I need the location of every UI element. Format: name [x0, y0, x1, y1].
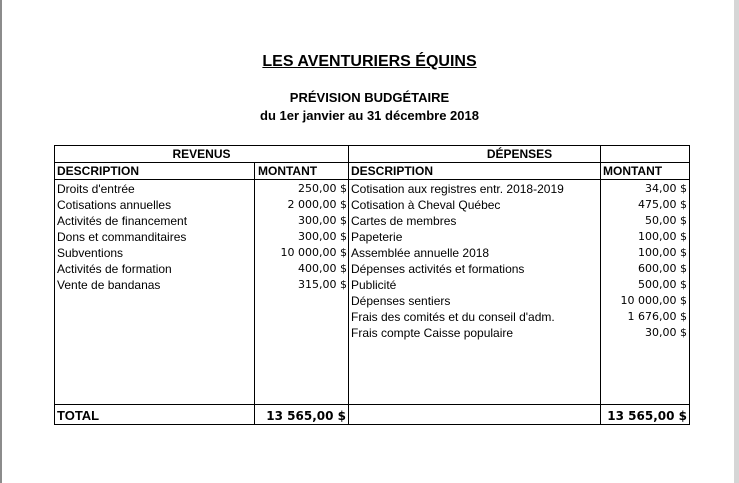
depenses-row-10-description: Frais compte Caisse populaire: [351, 326, 514, 340]
depenses-montant-header: MONTANT: [603, 164, 663, 178]
divider-revenus-montant: [254, 162, 255, 424]
revenus-section-title: REVENUS: [172, 147, 231, 161]
depenses-row-8-description: Dépenses sentiers: [351, 294, 451, 308]
revenus-row-3-montant: 300,00 $: [298, 214, 347, 227]
depenses-description-header: DESCRIPTION: [351, 164, 434, 178]
divider-revenus-depenses: [348, 146, 349, 424]
revenus-row-1-description: Droits d'entrée: [57, 182, 135, 196]
depenses-row-2-montant: 475,00 $: [638, 198, 687, 211]
total-label: TOTAL: [57, 408, 100, 423]
revenus-row-1-montant: 250,00 $: [298, 182, 347, 195]
revenus-row-3-description: Activités de financement: [57, 214, 188, 228]
depenses-row-1-description: Cotisation aux registres entr. 2018-2019: [351, 182, 564, 196]
depenses-row-1-montant: 34,00 $: [645, 182, 687, 195]
revenus-row-4-description: Dons et commanditaires: [57, 230, 187, 244]
depenses-row-10-montant: 30,00 $: [645, 326, 687, 339]
revenus-row-4-montant: 300,00 $: [298, 230, 347, 243]
revenus-row-6-montant: 400,00 $: [298, 262, 347, 275]
depenses-row-9-montant: 1 676,00 $: [627, 310, 687, 323]
depenses-row-8-montant: 10 000,00 $: [620, 294, 687, 307]
revenus-row-2-montant: 2 000,00 $: [287, 198, 347, 211]
depenses-row-5-description: Assemblée annuelle 2018: [351, 246, 490, 260]
revenus-row-6-description: Activités de formation: [57, 262, 172, 276]
revenus-description-header: DESCRIPTION: [57, 164, 140, 178]
depenses-row-6-description: Dépenses activités et formations: [351, 262, 525, 276]
depenses-row-5-montant: 100,00 $: [638, 246, 687, 259]
depenses-row-7-description: Publicité: [351, 278, 397, 292]
document-subtitle: PRÉVISION BUDGÉTAIRE: [289, 90, 450, 105]
divider-depenses-montant: [600, 146, 601, 424]
total-rule: [55, 404, 689, 405]
budget-table: [54, 145, 690, 425]
revenus-row-2-description: Cotisations annuelles: [57, 198, 172, 212]
revenus-row-5-montant: 10 000,00 $: [280, 246, 347, 259]
depenses-row-6-montant: 600,00 $: [638, 262, 687, 275]
revenus-montant-header: MONTANT: [258, 164, 318, 178]
revenus-total: 13 565,00 $: [266, 409, 346, 423]
column-header-rule: [55, 179, 689, 180]
depenses-row-4-montant: 100,00 $: [638, 230, 687, 243]
revenus-row-5-description: Subventions: [57, 246, 124, 260]
budget-period: du 1er janvier au 31 décembre 2018: [260, 108, 479, 123]
window-left-edge: [0, 0, 2, 483]
depenses-row-2-description: Cotisation à Cheval Québec: [351, 198, 501, 212]
document-title: LES AVENTURIERS ÉQUINS: [262, 53, 477, 70]
depenses-section-title: DÉPENSES: [486, 147, 553, 161]
depenses-row-9-description: Frais des comités et du conseil d'adm.: [351, 310, 555, 324]
revenus-row-7-montant: 315,00 $: [298, 278, 347, 291]
depenses-row-3-montant: 50,00 $: [645, 214, 687, 227]
depenses-row-3-description: Cartes de membres: [351, 214, 457, 228]
depenses-row-4-description: Papeterie: [351, 230, 403, 244]
window-right-edge: [734, 0, 739, 483]
revenus-row-7-description: Vente de bandanas: [57, 278, 161, 292]
depenses-row-7-montant: 500,00 $: [638, 278, 687, 291]
depenses-total: 13 565,00 $: [607, 409, 687, 423]
